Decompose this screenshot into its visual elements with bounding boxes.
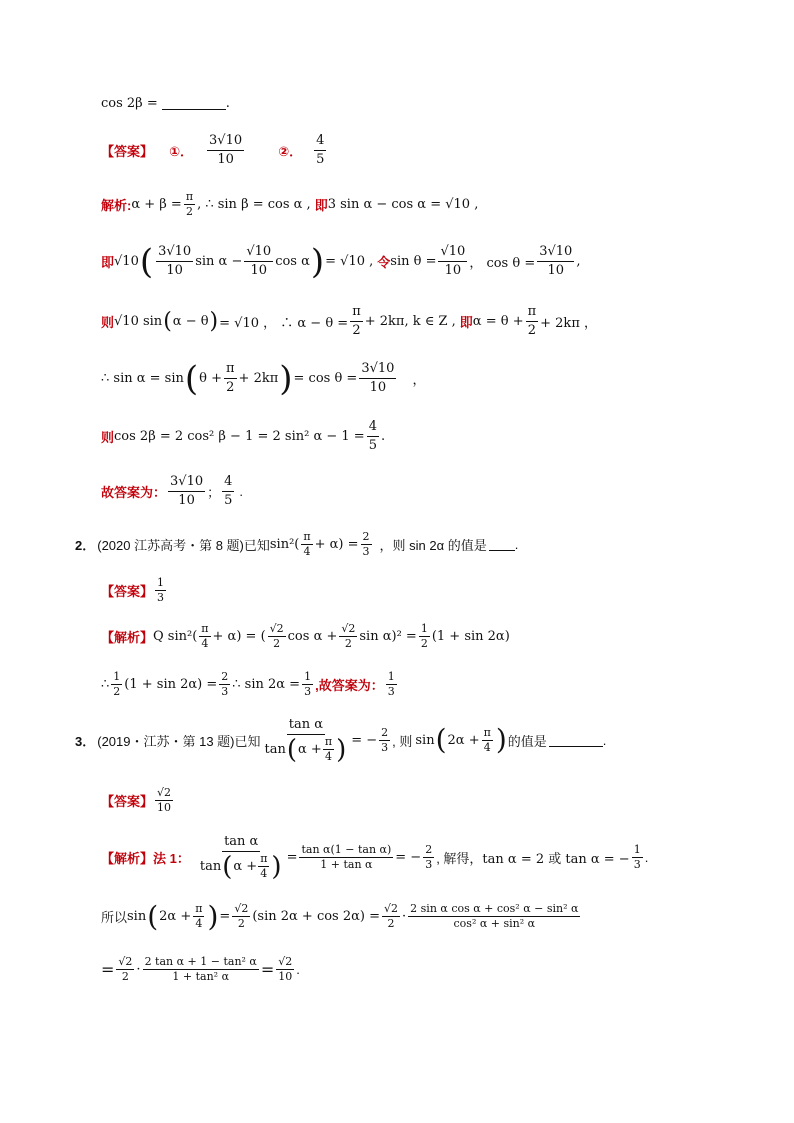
paren-open: ( bbox=[147, 899, 159, 933]
math-text: sin²( bbox=[269, 537, 300, 552]
fraction: $\frac{3√10}{10}$ bbox=[539, 244, 573, 278]
fraction: $\frac{2}{3}$ bbox=[425, 842, 433, 871]
paren-open: ( bbox=[184, 358, 199, 399]
question-number: 2． bbox=[75, 538, 96, 553]
solution2-line-1 bbox=[101, 622, 510, 651]
paren-open: ( bbox=[435, 723, 447, 756]
fraction: $\frac{4}{5}$ bbox=[368, 419, 377, 453]
paren-close: ) bbox=[310, 241, 325, 282]
math-text: α + β = bbox=[131, 197, 182, 212]
marker-2: ②． bbox=[278, 144, 303, 159]
final-answer-label: ,故答案为： bbox=[315, 678, 384, 693]
math-text: = − bbox=[395, 849, 422, 865]
fraction: $\frac{\text{tan α(1 − tan α)}}{\text{1 + tan α}}$ bbox=[301, 842, 392, 871]
solution3-line-3 bbox=[101, 955, 300, 984]
fraction: $\frac{3√10}{10}$ bbox=[170, 474, 204, 508]
math-text: , ∴ sin β = cos α , bbox=[197, 197, 311, 212]
math-text: + α) = bbox=[314, 537, 359, 552]
period: . bbox=[514, 537, 519, 552]
math-text: (1 + sin 2α) bbox=[431, 629, 510, 644]
fraction: $\frac{1}{3}$ bbox=[387, 670, 395, 698]
math-text: (1 + sin 2α) = bbox=[124, 677, 218, 692]
math-text: = − bbox=[351, 732, 378, 748]
fraction: $\frac{√10}{10}$ bbox=[246, 244, 272, 278]
math-text: sin bbox=[415, 732, 435, 748]
analysis-label: 解析: bbox=[101, 198, 132, 213]
question-3 bbox=[75, 716, 606, 764]
math-text: cos α bbox=[275, 254, 310, 269]
math-text: = bbox=[260, 960, 275, 979]
paren-open: ( bbox=[163, 308, 172, 334]
analysis-line-1 bbox=[101, 190, 478, 219]
fraction: $\frac{√2}{2}$ bbox=[341, 622, 356, 650]
fraction: $\frac{2}{3}$ bbox=[221, 670, 229, 698]
analysis-line-3 bbox=[101, 303, 597, 340]
math-text: + 2kπ bbox=[238, 371, 279, 386]
math-text: θ + bbox=[199, 371, 222, 386]
math-text: + 2kπ ， bbox=[540, 316, 597, 331]
paren-close: ) bbox=[207, 899, 219, 933]
question-text: 的值是 bbox=[507, 733, 547, 749]
math-text: sin α)² = bbox=[359, 629, 417, 644]
answer1-line bbox=[101, 132, 328, 169]
solution3-line-1 bbox=[101, 833, 648, 881]
period: . bbox=[239, 484, 244, 499]
math-text: Q sin²( bbox=[153, 629, 198, 644]
paren-close: ) bbox=[209, 308, 219, 334]
fraction: $\frac{√2}{10}$ bbox=[157, 786, 172, 814]
math-text: = bbox=[101, 960, 115, 979]
answer-blank bbox=[549, 734, 603, 747]
solution-text: , 解得， bbox=[436, 850, 483, 866]
fraction: $\frac{1}{2}$ bbox=[113, 670, 121, 698]
math-text: · bbox=[136, 962, 141, 977]
fraction: $\frac{\pi}{4}$ bbox=[303, 530, 311, 558]
fraction: $\frac{\pi}{4}$ bbox=[483, 725, 491, 754]
math-text: + α) = ( bbox=[212, 629, 266, 644]
fraction: $\frac{√2}{2}$ bbox=[234, 902, 249, 930]
answer3-line bbox=[101, 786, 175, 815]
fraction: $\frac{√2}{2}$ bbox=[384, 902, 399, 930]
answer-blank bbox=[489, 538, 515, 551]
math-text: + 2kπ, k ∈ Z , bbox=[364, 314, 456, 329]
paren-close: ) bbox=[279, 358, 293, 399]
fraction: $\frac{\pi}{2}$ bbox=[226, 361, 235, 395]
fraction: $\frac{√2}{2}$ bbox=[118, 955, 133, 983]
math-text: ∴ sin 2α = bbox=[232, 677, 301, 692]
math-text: cos α + bbox=[287, 629, 338, 644]
math-text: · bbox=[402, 909, 407, 924]
question-text: , 则 bbox=[392, 733, 413, 749]
math-text: ∴ sin α = sin bbox=[101, 371, 184, 386]
keyword: 则 bbox=[101, 315, 115, 330]
math-text: √10 sin bbox=[114, 314, 163, 329]
math-text: 2α + bbox=[159, 909, 192, 924]
period: . bbox=[602, 732, 607, 748]
math-text: sin θ = bbox=[390, 254, 437, 269]
question-source: (2019・江苏・第 13 题)已知 bbox=[97, 733, 261, 749]
marker-1: ①． bbox=[169, 144, 194, 159]
fraction: tan α tan ( α + $\frac{\pi}{4}$ ) bbox=[264, 717, 347, 765]
math-text: (sin 2α + cos 2α) = bbox=[252, 909, 380, 924]
solution2-line-2 bbox=[101, 670, 399, 699]
analysis-line-5 bbox=[101, 418, 385, 455]
keyword: 则 bbox=[101, 430, 115, 445]
fraction: $\frac{3√10}{10}$ bbox=[209, 133, 243, 167]
math-text: = √10 , bbox=[325, 254, 374, 269]
answer-label: 【答案】 bbox=[101, 794, 154, 809]
keyword: 即 bbox=[314, 198, 328, 213]
fraction: $\frac{√10}{10}$ bbox=[440, 244, 466, 278]
period: . bbox=[296, 962, 300, 977]
math-text: ， cos θ = bbox=[469, 256, 536, 271]
fraction: $\frac{√2}{2}$ bbox=[269, 622, 284, 650]
keyword: 令 bbox=[377, 255, 391, 270]
final-answer-line bbox=[101, 473, 243, 510]
fraction: $\frac{4}{5}$ bbox=[316, 133, 325, 167]
period: . bbox=[225, 96, 230, 111]
math-text: = cos θ = bbox=[293, 371, 358, 386]
analysis-line-4 bbox=[101, 360, 425, 397]
fraction: $\frac{\pi}{2}$ bbox=[527, 304, 537, 338]
math-text: ∴ bbox=[101, 677, 110, 692]
fraction: $\frac{\text{2 sin α cos α + cos² α − sin² α}}{\text{cos² α + sin² α}}$ bbox=[410, 902, 579, 930]
math-text: = bbox=[219, 909, 231, 924]
fraction: $\frac{1}{2}$ bbox=[420, 622, 428, 650]
math-text: ， bbox=[412, 373, 426, 388]
fraction: $\frac{1}{3}$ bbox=[157, 576, 165, 604]
solution3-line-2 bbox=[101, 899, 582, 933]
separator: ； bbox=[207, 485, 221, 500]
answer2-line bbox=[101, 576, 168, 605]
keyword: 即 bbox=[459, 315, 473, 330]
fraction: $\frac{\text{2 tan α + 1 − tan² α}}{\text{1 + tan² α}}$ bbox=[144, 955, 257, 983]
answer-blank bbox=[162, 97, 226, 110]
solution-text: 所以 bbox=[101, 910, 128, 925]
question-text: ，则 sin 2α 的值是 bbox=[379, 538, 487, 553]
fraction: $\frac{\pi}{4}$ bbox=[201, 622, 209, 650]
math-text: α = θ + bbox=[472, 314, 524, 329]
analysis-label: 【解析】 bbox=[101, 630, 154, 645]
math-text: tan α = 2 或 tan α = − bbox=[482, 851, 630, 867]
period: . bbox=[644, 849, 649, 865]
fraction: $\frac{3√10}{10}$ bbox=[158, 244, 192, 278]
analysis-label: 【解析】 bbox=[101, 850, 154, 866]
fraction: $\frac{3√10}{10}$ bbox=[361, 361, 395, 395]
paren-close: ) bbox=[495, 723, 507, 756]
math-text: α − θ bbox=[172, 314, 209, 329]
fraction: $\frac{2}{3}$ bbox=[381, 725, 389, 754]
paren-open: ( bbox=[139, 241, 154, 282]
math-text: 2α + bbox=[447, 732, 480, 748]
math-text: = √10 ， ∴ α − θ = bbox=[219, 316, 349, 331]
math-text: 3 sin α − cos α = √10 , bbox=[327, 197, 479, 212]
math-text: sin bbox=[127, 909, 147, 924]
math-text: , bbox=[576, 254, 581, 269]
fraction: $\frac{1}{3}$ bbox=[633, 842, 641, 871]
question-number: 3． bbox=[75, 733, 96, 749]
math-text: . bbox=[380, 429, 386, 444]
math-text: sin α − bbox=[195, 254, 243, 269]
math-text: √10 bbox=[114, 254, 139, 269]
fraction: $\frac{\pi}{2}$ bbox=[185, 190, 194, 218]
fraction: $\frac{√2}{10}$ bbox=[278, 955, 293, 983]
question-2 bbox=[75, 530, 518, 559]
final-answer-label: 故答案为： bbox=[101, 485, 167, 500]
answer-label: 【答案】 bbox=[101, 584, 154, 599]
keyword: 即 bbox=[101, 255, 115, 270]
fraction: $\frac{\pi}{2}$ bbox=[352, 304, 361, 338]
analysis-line-2 bbox=[101, 243, 580, 280]
answer-label: 【答案】 bbox=[101, 144, 154, 159]
fraction: $\frac{1}{3}$ bbox=[304, 670, 312, 698]
question-source: (2020 江苏高考・第 8 题)已知 bbox=[97, 538, 270, 553]
fraction: $\frac{\pi}{4}$ bbox=[195, 902, 203, 930]
method-label: 法 1： bbox=[153, 850, 190, 866]
cos2beta-expr: cos 2β = bbox=[101, 96, 158, 111]
fraction: $\frac{2}{3}$ bbox=[362, 530, 370, 558]
fraction: $\frac{4}{5}$ bbox=[224, 474, 233, 508]
cos2beta-line bbox=[101, 96, 230, 111]
math-text: = bbox=[286, 849, 298, 865]
math-text: cos 2β = 2 cos² β − 1 = 2 sin² α − 1 = bbox=[114, 429, 365, 444]
fraction: tan α tan ( α + $\frac{\pi}{4}$ ) bbox=[199, 834, 282, 882]
